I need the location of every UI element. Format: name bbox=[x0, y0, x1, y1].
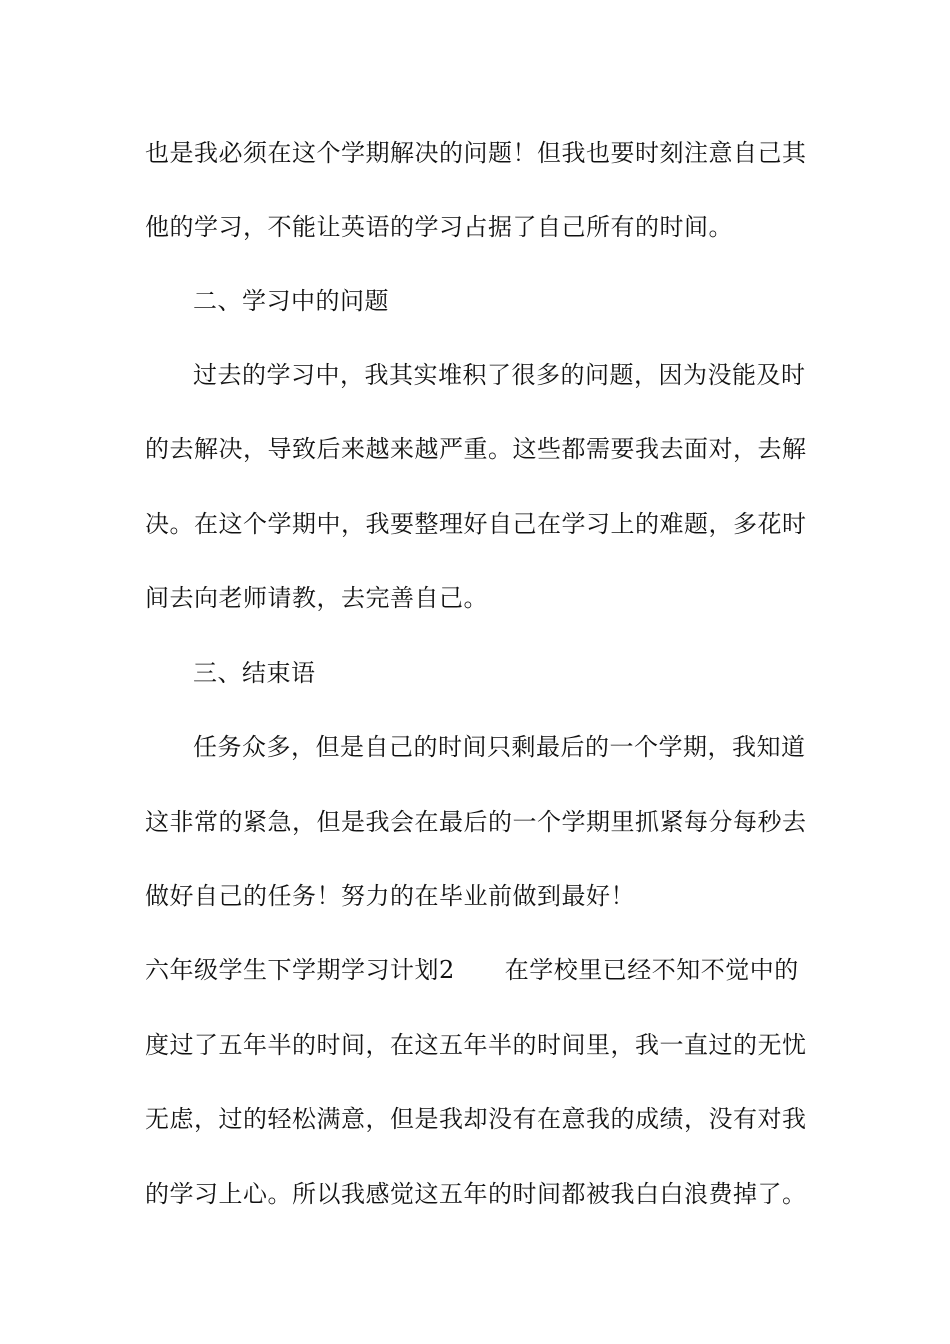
paragraph-line: 这非常的紧急，但是我会在最后的一个学期里抓紧每分每秒去 bbox=[145, 808, 807, 836]
paragraph-line: 也是我必须在这个学期解决的问题！但我也要时刻注意自己其 bbox=[145, 139, 807, 167]
paragraph-line: 决。在这个学期中，我要整理好自己在学习上的难题，多花时 bbox=[145, 510, 807, 538]
paragraph-line: 间去向老师请教，去完善自己。 bbox=[145, 584, 488, 612]
paragraph-line: 做好自己的任务！努力的在毕业前做到最好！ bbox=[145, 882, 635, 910]
paragraph-line: 无虑，过的轻松满意，但是我却没有在意我的成绩，没有对我 bbox=[145, 1105, 807, 1133]
section-title-line bbox=[145, 954, 815, 986]
paragraph-line: 任务众多，但是自己的时间只剩最后的一个学期，我知道 bbox=[193, 733, 806, 761]
section-heading: 三、结束语 bbox=[193, 659, 316, 687]
section-continuation: 在学校里已经不知不觉中的 bbox=[504, 956, 799, 984]
paragraph-line: 的学习上心。所以我感觉这五年的时间都被我白白浪费掉了。 bbox=[145, 1180, 807, 1208]
paragraph-line: 他的学习，不能让英语的学习占据了自己所有的时间。 bbox=[145, 213, 733, 241]
section-heading: 二、学习中的问题 bbox=[193, 287, 389, 315]
paragraph-line: 度过了五年半的时间，在这五年半的时间里，我一直过的无忧 bbox=[145, 1031, 807, 1059]
paragraph-line: 过去的学习中，我其实堆积了很多的问题，因为没能及时 bbox=[193, 361, 806, 389]
paragraph-line: 的去解决，导致后来越来越严重。这些都需要我去面对，去解 bbox=[145, 435, 807, 463]
section-title: 六年级学生下学期学习计划2 bbox=[145, 956, 455, 984]
